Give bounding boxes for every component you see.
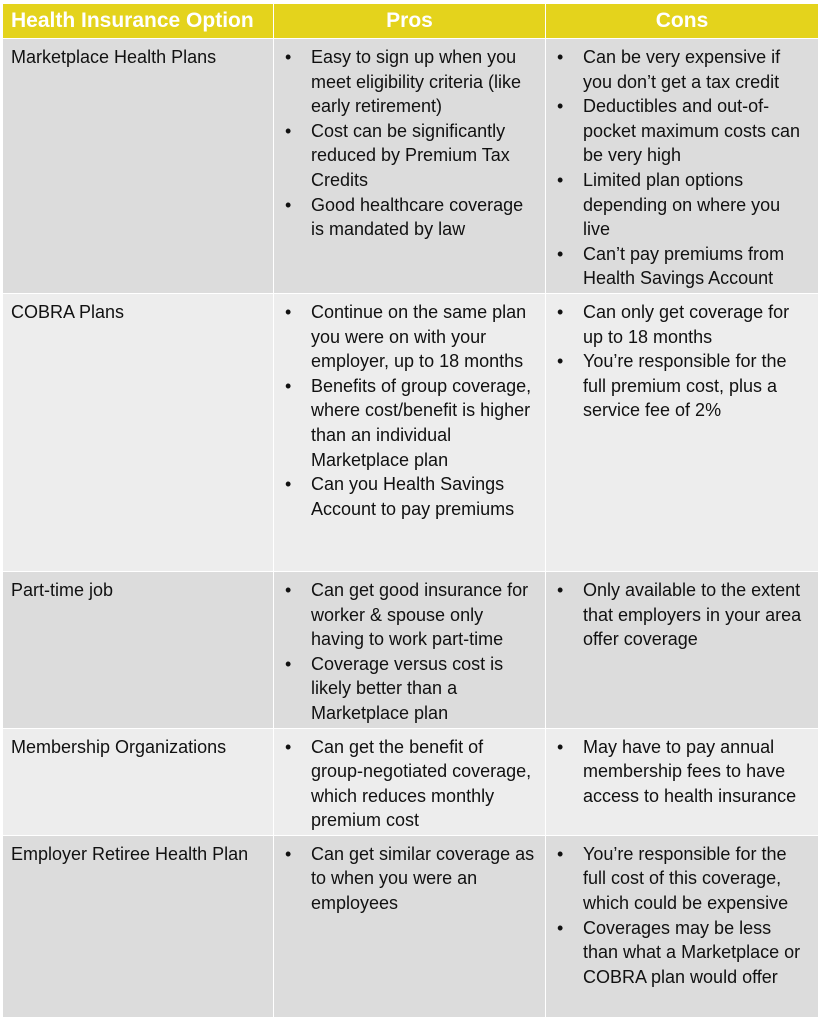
table-row	[3, 39, 819, 294]
cons-cell	[546, 835, 819, 1017]
option-cell: COBRA Plans	[3, 293, 274, 571]
header-row	[3, 4, 819, 39]
pros-item: • Can get similar coverage as to when you were an employees	[282, 842, 537, 916]
cons-item: • May have to pay annual membership fees to have access to health insurance	[554, 735, 810, 809]
pros-list	[282, 842, 537, 916]
health-insurance-comparison-table	[2, 3, 819, 1018]
header-pros: Pros	[274, 4, 546, 39]
cons-list	[554, 735, 810, 809]
cons-list	[554, 300, 810, 423]
comparison-table-wrapper	[2, 3, 818, 1016]
pros-list	[282, 735, 537, 833]
pros-cell	[274, 835, 546, 1017]
header-cons: Cons	[546, 4, 819, 39]
header-option: Health Insurance Option	[3, 4, 274, 39]
pros-cell	[274, 39, 546, 294]
cons-cell	[546, 293, 819, 571]
table-row	[3, 835, 819, 1017]
table-row	[3, 571, 819, 728]
cons-item: • Can be very expensive if you don’t get a tax credit	[554, 45, 810, 94]
pros-cell	[274, 571, 546, 728]
pros-cell	[274, 293, 546, 571]
pros-item: • Coverage versus cost is likely better than a Marketplace plan	[282, 652, 537, 726]
pros-list	[282, 45, 537, 242]
cons-item: • Coverages may be less than what a Marketplace or COBRA plan would offer	[554, 916, 810, 990]
pros-list	[282, 578, 537, 726]
pros-item: • Good healthcare coverage is mandated by law	[282, 193, 537, 242]
cons-cell	[546, 39, 819, 294]
option-cell: Employer Retiree Health Plan	[3, 835, 274, 1017]
cons-item: • Can’t pay premiums from Health Savings Account	[554, 242, 810, 291]
cons-cell	[546, 571, 819, 728]
pros-item: • Easy to sign up when you meet eligibility criteria (like early retirement)	[282, 45, 537, 119]
cons-item: • You’re responsible for the full cost of this coverage, which could be expensive	[554, 842, 810, 916]
cons-item: • Limited plan options depending on where you live	[554, 168, 810, 242]
pros-item: • Can you Health Savings Account to pay premiums	[282, 472, 537, 521]
pros-cell	[274, 728, 546, 835]
cons-list	[554, 45, 810, 291]
cons-item: • Only available to the extent that employers in your area offer coverage	[554, 578, 810, 652]
pros-item: • Can get the benefit of group-negotiated coverage, which reduces monthly premium cost	[282, 735, 537, 833]
pros-item: • Benefits of group coverage, where cost/benefit is higher than an individual Marketplace plan	[282, 374, 537, 472]
option-cell: Membership Organizations	[3, 728, 274, 835]
table-row	[3, 293, 819, 571]
table-row	[3, 728, 819, 835]
cons-list	[554, 842, 810, 990]
cons-item: • Can only get coverage for up to 18 months	[554, 300, 810, 349]
option-cell: Marketplace Health Plans	[3, 39, 274, 294]
pros-item: • Cost can be significantly reduced by Premium Tax Credits	[282, 119, 537, 193]
pros-item: • Continue on the same plan you were on with your employer, up to 18 months	[282, 300, 537, 374]
cons-item: • You’re responsible for the full premium cost, plus a service fee of 2%	[554, 349, 810, 423]
cons-cell	[546, 728, 819, 835]
cons-item: • Deductibles and out-of-pocket maximum costs can be very high	[554, 94, 810, 168]
pros-list	[282, 300, 537, 521]
cons-list	[554, 578, 810, 652]
option-cell: Part-time job	[3, 571, 274, 728]
pros-item: • Can get good insurance for worker & spouse only having to work part-time	[282, 578, 537, 652]
